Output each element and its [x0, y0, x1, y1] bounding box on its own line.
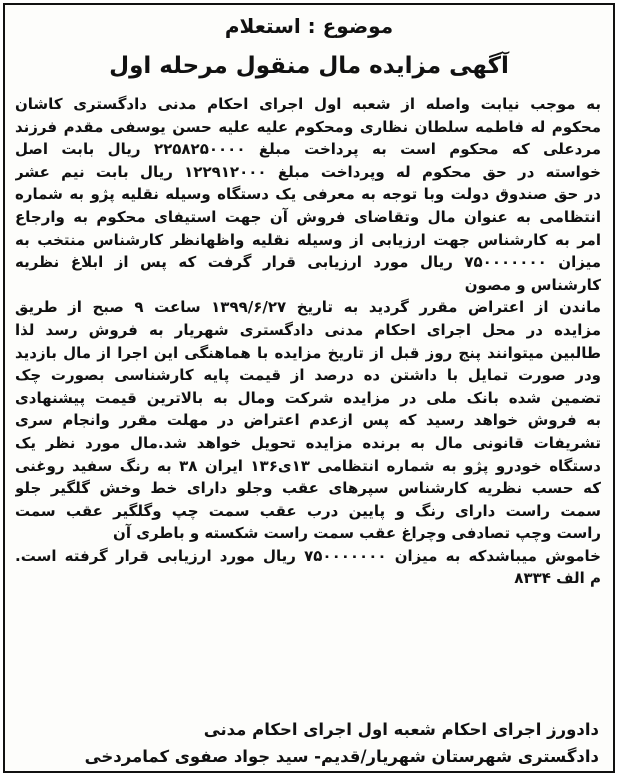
body-line: ودر صورت تمایل با داشتن ده درصد از قیمت پایه کارشناسی بصورت چک: [15, 366, 601, 385]
body-line: راست وچپ تصادفی وچراغ عقب سمت راست شکسته و باطری آن: [113, 524, 601, 543]
notice-body: [15, 93, 601, 590]
notice-title: آگهی مزایده مال منقول مرحله اول: [109, 53, 509, 79]
body-line: خواسته در حق محکوم له وپرداخت مبلغ ۱۲۲۹۱۲۰۰۰ ریال بابت نیم عشر: [15, 162, 601, 181]
body-line: مردعلی که محکوم است به پرداخت مبلغ ۲۲۵۸۲۵۰۰۰۰ ریال بابت اصل: [15, 140, 601, 159]
body-line: به موجب نیابت واصله از شعبه اول اجرای احکام مدنی دادگستری کاشان: [15, 95, 601, 113]
body-line: که حسب نظریه کارشناس سپرهای عقب وجلو دارای خط وخش گلگیر جلو: [15, 479, 601, 498]
auction-notice: [3, 3, 615, 773]
body-line: ماندن از اعتراض مقرر گردید به تاریخ ۱۳۹۹/۶/۲۷ ساعت ۹ صبح از طریق: [15, 298, 601, 317]
signature-name: دادگستری شهرستان شهریار/قدیم- سید جواد صفوی کمامردخی: [84, 747, 599, 766]
body-line: سمت راست دارای رنگ و پایین درب عقب سمت چپ وگلگیر عقب سمت: [15, 501, 601, 520]
body-line: مزایده در محل اجرای احکام مدنی دادگستری شهریار به فروش رسد لذا: [15, 320, 601, 339]
body-line: خاموش میباشدکه به میزان ۷۵۰۰۰۰۰۰۰ ریال مورد ارزیابی قرار گرفته است.: [15, 546, 601, 565]
body-line: محکوم له فاطمه سلطان نظاری ومحکوم علیه علیه حسن یوسفی مقدم فرزند: [15, 117, 601, 136]
body-line: طالبین میتوانند پنج روز قبل از تاریخ مزایده با هماهنگی این اجرا از مال بازدید: [15, 343, 601, 362]
reference-number: م الف ۸۳۳۴: [514, 569, 601, 588]
signature-title: دادورز اجرای احکام شعبه اول اجرای احکام مدنی: [203, 720, 599, 739]
body-line: تشریفات قانونی مال به برنده مزایده تحویل خواهد شد.مال مورد نظر یک: [15, 433, 601, 452]
body-line: کارشناس و مصون: [464, 275, 601, 294]
body-line: به فروش خواهد رسید که پس ازعدم اعتراض در مهلت مقرر وانجام سری: [15, 411, 601, 430]
body-line: تضمین شده بانک ملی در مزایده شرکت ومال به بالاترین قیمت پیشنهادی: [15, 388, 601, 407]
body-line: انتظامی به عنوان مال وتقاضای فروش آن جهت استیفای محکوم به وارجاع: [15, 207, 601, 226]
body-line: در حق صندوق دولت وبا توجه به معرفی یک دستگاه وسیله نقلیه پژو به شماره: [15, 185, 601, 204]
body-line: دستگاه خودرو پژو به شماره انتظامی ۱۳ی۱۳۶ ایران ۳۸ به رنگ سفید روغنی: [15, 456, 601, 475]
notice-subject: موضوع : استعلام: [224, 14, 394, 38]
body-line: امر به کارشناس جهت ارزیابی از وسیله نقلیه واظهانظر کارشناس منتخب به: [15, 230, 601, 249]
body-line: میزان ۷۵۰۰۰۰۰۰۰ ریال مورد ارزیابی قرار گرفت که پس از ابلاغ نظریه: [15, 253, 601, 272]
